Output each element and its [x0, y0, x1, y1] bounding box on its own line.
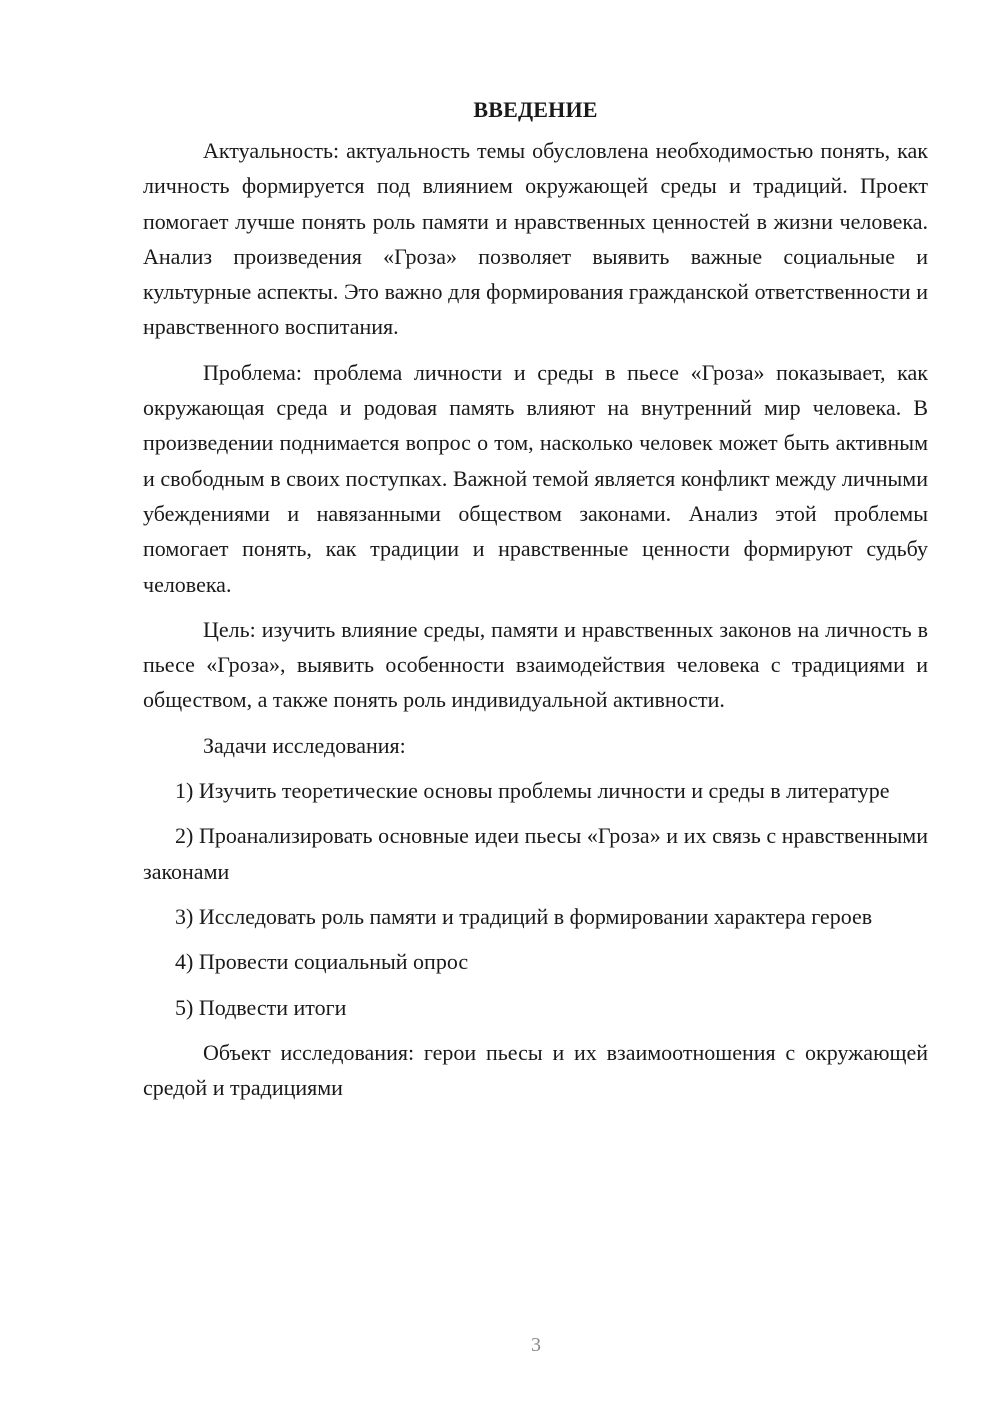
tasks-title: Задачи исследования:: [203, 732, 406, 758]
task-item: 3) Исследовать роль памяти и традиций в формировании характера героев: [175, 903, 873, 929]
task-item: 1) Изучить теоретические основы проблемы личности и среды в литературе: [175, 778, 890, 804]
goal-paragraph: Цель: изучить влияние среды, памяти и нравственных законов на личность в пьесе «Гроза», выявить особенности взаимодействия человека с традициями и обществом, а также понять роль индивидуальной активности.: [143, 616, 928, 713]
page-number: 3: [531, 1334, 541, 1356]
page-content: [143, 92, 928, 1115]
problem-paragraph: Проблема: проблема личности и среды в пьесе «Гроза» показывает, как окружающая среда и родовая память влияют на внутренний мир человека. В произведении поднимается вопрос о том, насколько человек может быть активным и свободным в своих поступках. Важной темой является конфликт между личными убеждениями и навязанными обществом законами. Анализ этой проблемы помогает понять, как традиции и нравственные ценности формируют судьбу человека.: [143, 359, 928, 597]
task-item: 5) Подвести итоги: [175, 994, 347, 1020]
task-item: 4) Провести социальный опрос: [175, 949, 469, 975]
object-paragraph: Объект исследования: герои пьесы и их взаимоотношения с окружающей средой и традициями: [143, 1039, 928, 1101]
relevance-paragraph: Актуальность: актуальность темы обусловлена необходимостью понять, как личность формируется под влиянием окружающей среды и традиций. Проект помогает лучше понять роль памяти и нравственных ценностей в жизни человека. Анализ произведения «Гроза» позволяет выявить важные социальные и культурные аспекты. Это важно для формирования гражданской ответственности и нравственного воспитания.: [143, 138, 928, 340]
task-item: 2) Проанализировать основные идеи пьесы «Гроза» и их связь с нравственными законами: [143, 823, 928, 884]
section-heading: ВВЕДЕНИЕ: [473, 97, 598, 122]
